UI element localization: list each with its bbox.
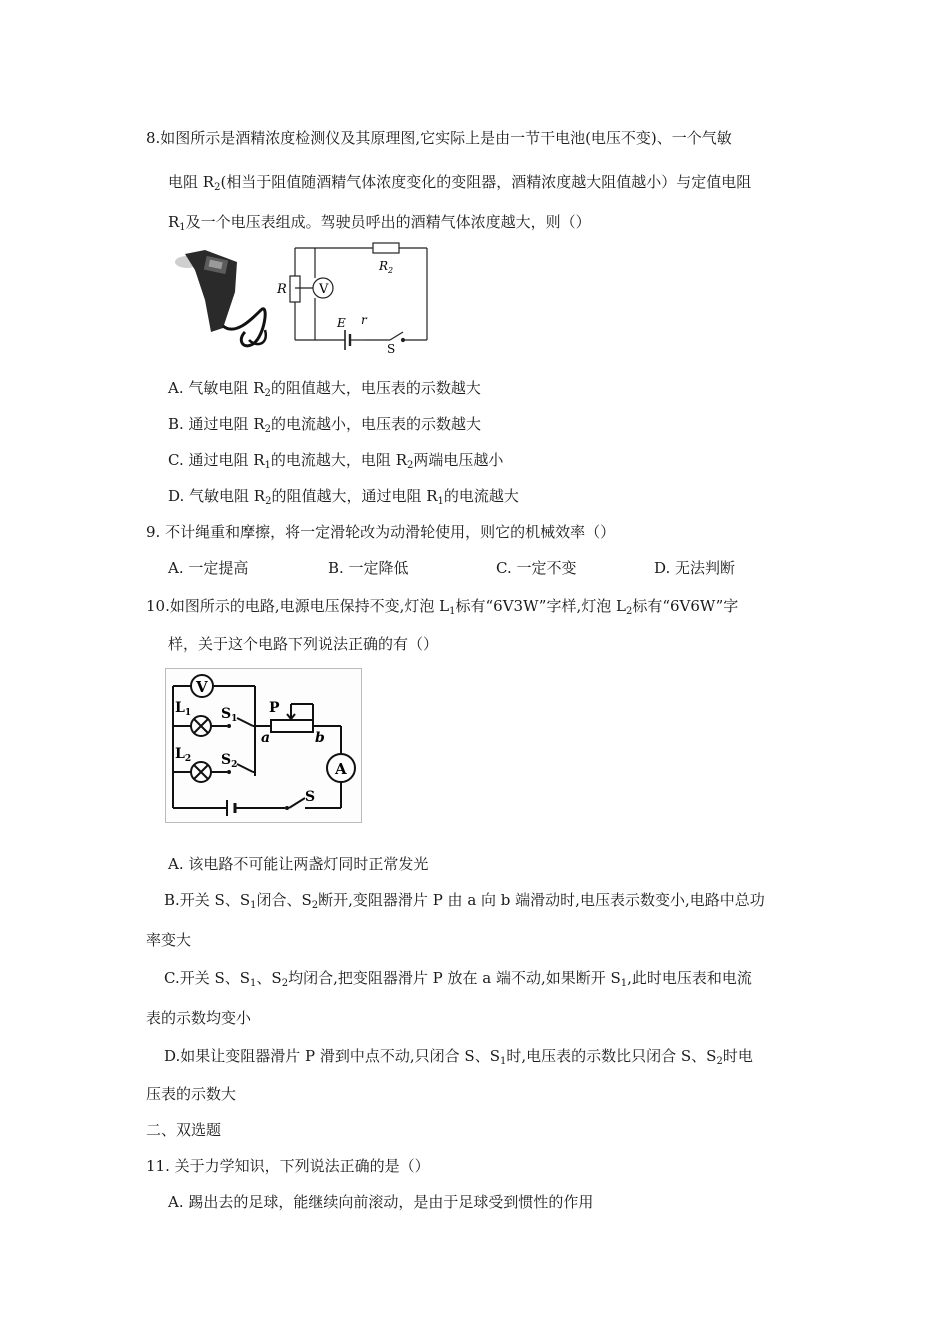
q10-a-label: a [261, 730, 271, 746]
q10-l2-label: $L_2$ [175, 746, 192, 764]
q8-stem-line1: 8.如图所示是酒精浓度检测仪及其原理图,它实际上是由一节干电池(电压不变)、一个气敏 [146, 129, 732, 147]
q8-emf-label: E [337, 316, 346, 330]
q9-option-d: D. 无法判断 [654, 559, 736, 577]
q8-option-b: B. 通过电阻 $R_2$的电流越小，电压表的示数越大 [168, 415, 482, 435]
lamp-l1-symbol [191, 716, 211, 736]
q11-option-a: A. 踢出去的足球，能继续向前滚动，是由于足球受到惯性的作用 [168, 1193, 594, 1211]
q8-stem-line3: $R_1$及一个电压表组成。驾驶员呼出的酒精气体浓度越大，则（） [168, 213, 591, 233]
q10-l1-label: $L_1$ [175, 700, 192, 718]
q8-option-a: A. 气敏电阻 $R_2$的阻值越大，电压表的示数越大 [168, 379, 481, 399]
q8-breathalyzer-circuit [165, 240, 430, 355]
q10-option-a: A. 该电路不可能让两盏灯同时正常发光 [168, 855, 429, 873]
q10-stem-line1: 10.如图所示的电路,电源电压保持不变,灯泡 $L_1$标有“6V3W”字样,灯泡 $L_2$标有“6V6W”字 [146, 597, 739, 617]
q8-switch-label: S [387, 342, 396, 355]
q10-circuit-diagram [165, 668, 363, 824]
q9-option-a: A. 一定提高 [168, 559, 249, 577]
q10-ammeter-label: A [335, 760, 347, 778]
q10-option-b-line1: B.开关 S、$S_1$闭合、$S_2$断开,变阻器滑片 P 由 a 向 b 端滑动时,电压表示数变小,电路中总功 [164, 891, 765, 911]
q8-voltmeter-label: V [319, 282, 329, 297]
q10-b-label: b [315, 730, 325, 746]
q8-circuit-diagram [290, 243, 427, 350]
q8-internal-resistance-label: r [361, 313, 367, 327]
q8-option-d: D. 气敏电阻 $R_2$的阻值越大，通过电阻 $R_1$的电流越大 [168, 487, 519, 507]
q8-stem-line2: 电阻 $R_2$(相当于阻值随酒精气体浓度变化的变阻器，酒精浓度越大阻值越小）与定值电阻 [168, 173, 752, 193]
q8-option-c: C. 通过电阻 $R_1$的电流越大，电阻 $R_2$两端电压越小 [168, 451, 504, 471]
q10-option-d-line2: 压表的示数大 [146, 1085, 237, 1103]
q10-option-c-line2: 表的示数均变小 [146, 1009, 252, 1027]
q11-stem: 11. 关于力学知识，下列说法正确的是（） [146, 1157, 430, 1175]
q10-s1-label: $S_1$ [221, 706, 238, 724]
q10-s2-label: $S_2$ [221, 752, 238, 770]
q8-resistor-r-label: R [277, 282, 287, 297]
q10-option-c-line1: C.开关 S、$S_1$、$S_2$均闭合,把变阻器滑片 P 放在 a 端不动,如果断开 $S_1$,此时电压表和电流 [164, 969, 752, 989]
q10-stem-line2: 样，关于这个电路下列说法正确的有（） [168, 635, 439, 653]
q10-p-label: P [269, 700, 280, 716]
q10-figure [165, 668, 363, 828]
lamp-l2-symbol [191, 762, 211, 782]
breathalyzer-device-image [175, 250, 266, 346]
q9-stem: 9. 不计绳重和摩擦，将一定滑轮改为动滑轮使用，则它的机械效率（） [146, 523, 616, 541]
q9-option-b: B. 一定降低 [328, 559, 409, 577]
q9-option-c: C. 一定不变 [496, 559, 577, 577]
q10-option-b-line2: 率变大 [146, 931, 192, 949]
section-heading-double-choice: 二、双选题 [146, 1121, 222, 1139]
q10-switch-label: S [305, 789, 316, 805]
q8-figure [165, 240, 430, 359]
q10-option-d-line1: D.如果让变阻器滑片 P 滑到中点不动,只闭合 S、$S_1$时,电压表的示数比只闭合 S、$S_2$时电 [164, 1047, 753, 1067]
q10-voltmeter-label: V [196, 678, 208, 696]
q8-resistor-r2-label: $R_2$ [379, 259, 394, 275]
